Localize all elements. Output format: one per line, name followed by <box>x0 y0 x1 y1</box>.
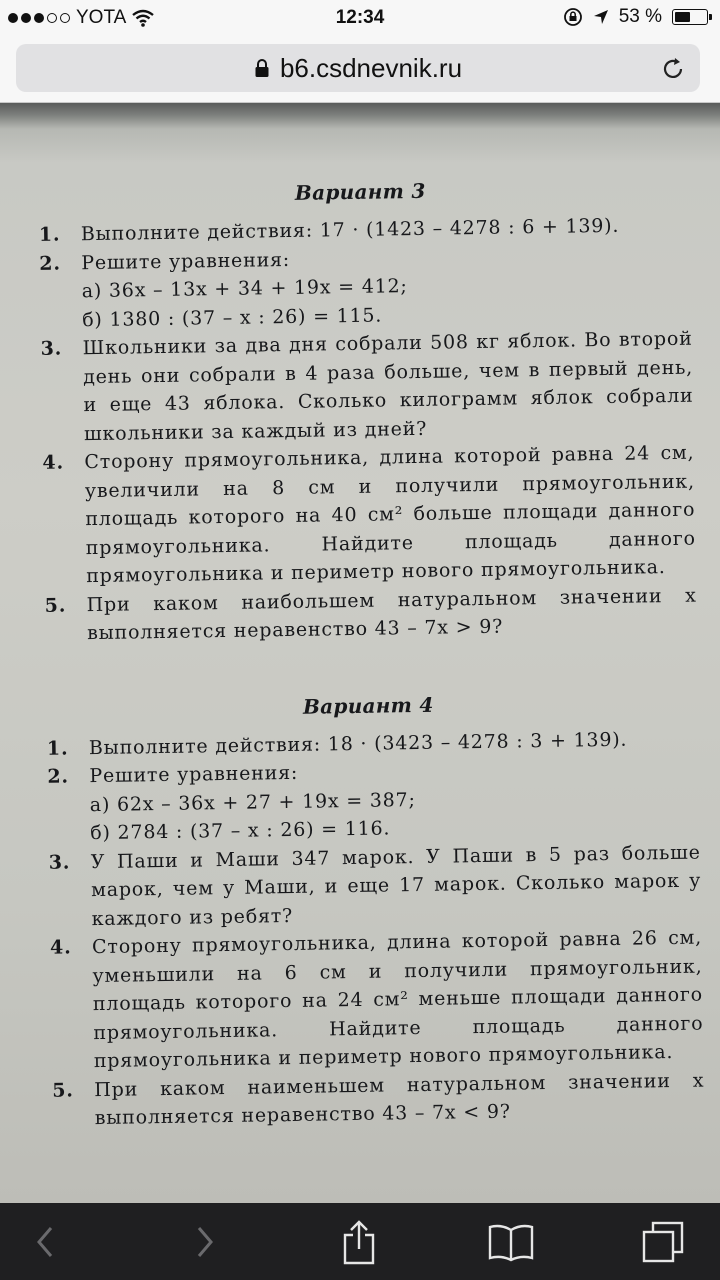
variant-3-task-3 <box>32 325 694 449</box>
task-number: 2. <box>39 252 61 275</box>
task-number: 3. <box>40 337 63 360</box>
status-right <box>563 6 708 28</box>
task-subitem-b: б) 1380 : (37 – x : 26) = 115. <box>82 303 383 331</box>
task-number: 5. <box>52 1078 74 1102</box>
chevron-right-icon <box>193 1224 217 1260</box>
task-number: 3. <box>48 850 71 874</box>
task-text: Школьники за два дня собрали 508 кг яблок. Во второй день они собрали в 4 раза больше, чем в первый день, и еще 43 яблока. Сколько килограмм яблок собрали школьники за каждый из дней? <box>82 327 694 445</box>
battery-icon <box>672 9 708 25</box>
url-text: b6.csdnevnik.ru <box>279 52 463 83</box>
variant-3-task-4 <box>34 439 696 592</box>
chevron-left-icon <box>33 1224 57 1260</box>
web-page-content[interactable] <box>0 103 720 1203</box>
task-subitem-a: а) 36x – 13x + 34 + 19x = 412; <box>81 275 408 303</box>
browser-toolbar <box>0 1203 720 1280</box>
lock-icon <box>254 58 270 78</box>
carrier-name: YOTA <box>76 7 127 28</box>
tabs-button[interactable] <box>638 1217 688 1267</box>
task-number: 5. <box>44 593 67 617</box>
task-text: Решите уравнения: <box>89 761 299 788</box>
browser-url-area <box>0 36 720 103</box>
task-text: Сторону прямоугольника, длина которой равна 26 см, уменьшили на 6 см и получили прямоугольник, площадь которого на 24 см² меньше площади данного прямоугольника. Найдите площадь данного прямоугольника и периметр нового прямоугольника. <box>91 926 704 1073</box>
forward-button[interactable] <box>180 1217 230 1267</box>
task-text: При каком наибольшем натуральном значении x выполняется неравенство 43 – 7x > 9? <box>86 584 697 645</box>
task-text: Выполните действия: 18 · (3423 – 4278 : 3 + 139). <box>88 728 628 759</box>
tabs-icon <box>641 1220 685 1264</box>
rotation-lock-icon <box>563 7 583 27</box>
status-bar <box>0 0 720 36</box>
location-arrow-icon <box>593 9 609 25</box>
variant-4-task-5 <box>44 1066 705 1133</box>
reload-icon[interactable] <box>660 56 686 82</box>
variant-3-title: Вариант 3 <box>294 178 426 205</box>
battery-fill <box>675 12 690 22</box>
task-subitem-a: а) 62x – 36x + 27 + 19x = 387; <box>89 788 416 816</box>
task-text: При каком наименьшем натуральном значении x выполняется неравенство 43 – 7x < 9? <box>94 1069 705 1130</box>
variant-4-task-3 <box>41 838 702 934</box>
variant-4-task-2 <box>39 753 700 849</box>
variant-3-task-5 <box>36 581 697 648</box>
book-icon <box>487 1222 535 1262</box>
task-text: Выполните действия: 17 · (1423 – 4278 : 6 + 139). <box>80 214 620 246</box>
share-icon <box>341 1219 377 1265</box>
share-button[interactable] <box>334 1217 384 1267</box>
task-number: 2. <box>47 765 69 788</box>
back-button[interactable] <box>20 1217 70 1267</box>
battery-percent: 53 % <box>618 6 662 27</box>
address-bar[interactable] <box>16 44 700 92</box>
bookmarks-button[interactable] <box>486 1217 536 1267</box>
task-text: Решите уравнения: <box>81 248 291 274</box>
variant-4-task-4 <box>42 924 704 1077</box>
variant-4-title: Вариант 4 <box>302 692 434 719</box>
task-subitem-b: б) 2784 : (37 – x : 26) = 116. <box>90 817 391 845</box>
task-text: Сторону прямоугольника, длина которой равна 24 см, увеличили на 8 см и получили прямоугольник, площадь которого на 40 см² больше площади данного прямоугольника. Найдите площадь данного прямоугольника и периметр нового прямоугольника. <box>84 441 696 588</box>
task-text: У Паши и Маши 347 марок. У Паши в 5 раз больше марок, чем у Маши, и еще 17 марок. Сколько марок у каждого из ребят? <box>90 841 702 930</box>
textbook-page <box>30 169 705 1134</box>
status-time: 12:34 <box>335 7 385 28</box>
task-number: 1. <box>38 223 61 246</box>
variant-3-task-2 <box>31 239 692 335</box>
task-number: 4. <box>49 936 72 959</box>
task-number: 1. <box>46 736 69 760</box>
task-number: 4. <box>42 451 65 474</box>
